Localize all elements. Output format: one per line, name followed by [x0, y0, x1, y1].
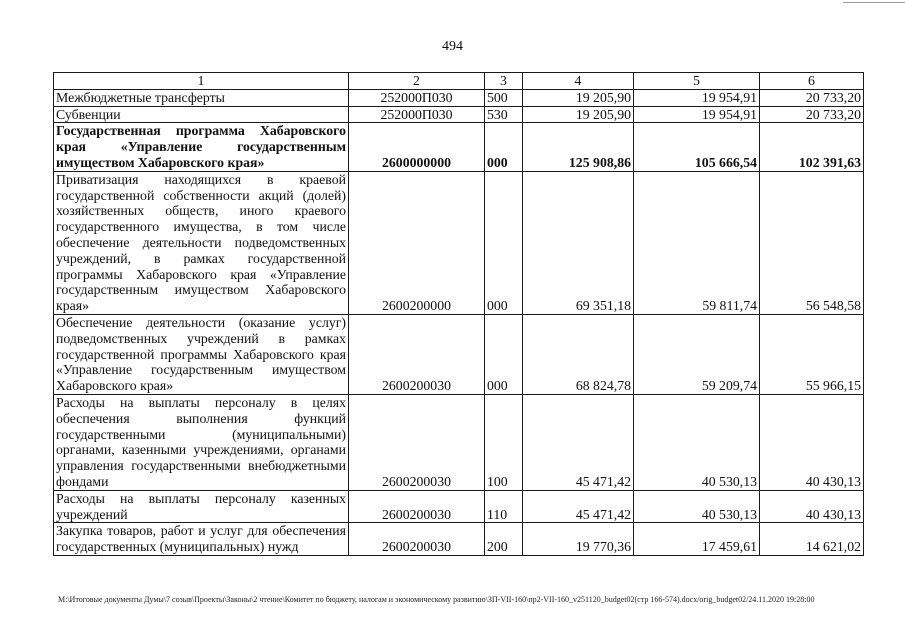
- amount-col4-cell: 45 471,42: [523, 490, 634, 523]
- column-number: 4: [523, 73, 634, 90]
- amount-col6-cell: 20 733,20: [760, 106, 864, 123]
- item-name-cell: [54, 171, 349, 314]
- amount-col6-cell: 40 430,13: [760, 394, 864, 490]
- target-code-cell: 2600200000: [349, 171, 485, 314]
- item-name-line: подведомственных учреждений в рамках: [56, 330, 346, 346]
- document-file-path: M:\Итоговые документы Думы\7 созыв\Проекты\Законы\2 чтение\Комитет по бюджету, налогам и экономическому развитию\ЗП-VII-160\пр2-VII-160_v251120_budget02(стр 166-574).docx/orig_budget02/24.11.2020 19:28:00: [58, 595, 815, 604]
- amount-col5-cell: 19 954,91: [634, 106, 760, 123]
- amount-col4-cell: 68 824,78: [523, 314, 634, 394]
- item-name-line: Хабаровского края»: [56, 378, 174, 394]
- column-number: 6: [760, 73, 864, 90]
- amount-col4-cell: 19 205,90: [523, 106, 634, 123]
- amount-col5-cell: 17 459,61: [634, 523, 760, 556]
- column-number: 3: [485, 73, 523, 90]
- scan-edge-line: [843, 2, 905, 3]
- amount-col5-cell: 59 811,74: [634, 171, 760, 314]
- amount-col5-cell: 59 209,74: [634, 314, 760, 394]
- budget-table: [53, 72, 864, 556]
- item-name-line: Государственная программа Хабаровского: [56, 123, 346, 139]
- amount-col5-cell: 40 530,13: [634, 394, 760, 490]
- table-row: [54, 314, 864, 394]
- column-number: 2: [349, 73, 485, 90]
- item-name-cell: [54, 490, 349, 523]
- type-code-cell: 000: [485, 123, 523, 171]
- amount-col4-cell: 125 908,86: [523, 123, 634, 171]
- target-code-cell: 2600000000: [349, 123, 485, 171]
- amount-col6-cell: 14 621,02: [760, 523, 864, 556]
- item-name-cell: [54, 394, 349, 490]
- item-name-line: фондами: [56, 473, 109, 489]
- item-name-line: Межбюджетные трансферты: [56, 89, 225, 105]
- item-name-line: государственными (муниципальными): [56, 426, 346, 442]
- item-name-line: обеспечение деятельности подведомственных: [56, 234, 346, 250]
- item-name-line: Субвенции: [56, 106, 121, 122]
- type-code-cell: 110: [485, 490, 523, 523]
- column-number: 5: [634, 73, 760, 90]
- item-name-line: Расходы на выплаты персоналу в целях: [56, 394, 346, 410]
- item-name-cell: [54, 89, 349, 106]
- item-name-line: Закупка товаров, работ и услуг для обеспечения: [56, 523, 346, 539]
- target-code-cell: 252000П030: [349, 89, 485, 106]
- amount-col6-cell: 55 966,15: [760, 314, 864, 394]
- table-row: [54, 89, 864, 106]
- column-number-row: [54, 73, 864, 90]
- item-name-line: обеспечения выполнения функций: [56, 410, 346, 426]
- table-row: [54, 490, 864, 523]
- item-name-line: учреждений, в рамках государственной: [56, 250, 346, 266]
- amount-col4-cell: 45 471,42: [523, 394, 634, 490]
- item-name-cell: [54, 314, 349, 394]
- item-name-cell: [54, 523, 349, 556]
- item-name-line: Обеспечение деятельности (оказание услуг): [56, 314, 346, 330]
- target-code-cell: 2600200030: [349, 314, 485, 394]
- type-code-cell: 000: [485, 171, 523, 314]
- amount-col5-cell: 105 666,54: [634, 123, 760, 171]
- item-name-line: управления государственными внебюджетными: [56, 458, 346, 474]
- item-name-line: хозяйственных обществ, иного краевого: [56, 203, 346, 219]
- page-number: 494: [442, 39, 463, 54]
- item-name-line: края»: [56, 298, 89, 314]
- item-name-line: государственного имущества, в том числе: [56, 219, 346, 235]
- amount-col6-cell: 56 548,58: [760, 171, 864, 314]
- item-name-line: государственной собственности акций (долей): [56, 187, 346, 203]
- item-name-cell: [54, 123, 349, 171]
- amount-col6-cell: 102 391,63: [760, 123, 864, 171]
- target-code-cell: 2600200030: [349, 490, 485, 523]
- type-code-cell: 200: [485, 523, 523, 556]
- item-name-line: государственной программы Хабаровского края: [56, 346, 346, 362]
- item-name-line: государственных (муниципальных) нужд: [56, 539, 299, 555]
- item-name-line: Расходы на выплаты персоналу казенных: [56, 490, 346, 506]
- table-row-program: [54, 123, 864, 171]
- amount-col4-cell: 19 770,36: [523, 523, 634, 556]
- amount-col5-cell: 19 954,91: [634, 89, 760, 106]
- type-code-cell: 000: [485, 314, 523, 394]
- item-name-line: Приватизация находящихся в краевой: [56, 171, 346, 187]
- item-name-line: государственным имуществом Хабаровского: [56, 282, 346, 298]
- table-row: [54, 106, 864, 123]
- item-name-line: имуществом Хабаровского края»: [56, 154, 265, 170]
- item-name-line: «Управление государственным имуществом: [56, 362, 346, 378]
- amount-col6-cell: 20 733,20: [760, 89, 864, 106]
- column-number: 1: [54, 73, 349, 90]
- type-code-cell: 100: [485, 394, 523, 490]
- type-code-cell: 530: [485, 106, 523, 123]
- amount-col4-cell: 69 351,18: [523, 171, 634, 314]
- table-row: [54, 394, 864, 490]
- item-name-line: края «Управление государственным: [56, 139, 346, 155]
- target-code-cell: 2600200030: [349, 523, 485, 556]
- table-row: [54, 523, 864, 556]
- amount-col4-cell: 19 205,90: [523, 89, 634, 106]
- target-code-cell: 2600200030: [349, 394, 485, 490]
- target-code-cell: 252000П030: [349, 106, 485, 123]
- item-name-line: органами, казенными учреждениями, органами: [56, 442, 346, 458]
- amount-col5-cell: 40 530,13: [634, 490, 760, 523]
- item-name-line: учреждений: [56, 506, 128, 522]
- item-name-cell: [54, 106, 349, 123]
- amount-col6-cell: 40 430,13: [760, 490, 864, 523]
- item-name-line: программы Хабаровского края «Управление: [56, 266, 346, 282]
- type-code-cell: 500: [485, 89, 523, 106]
- table-row: [54, 171, 864, 314]
